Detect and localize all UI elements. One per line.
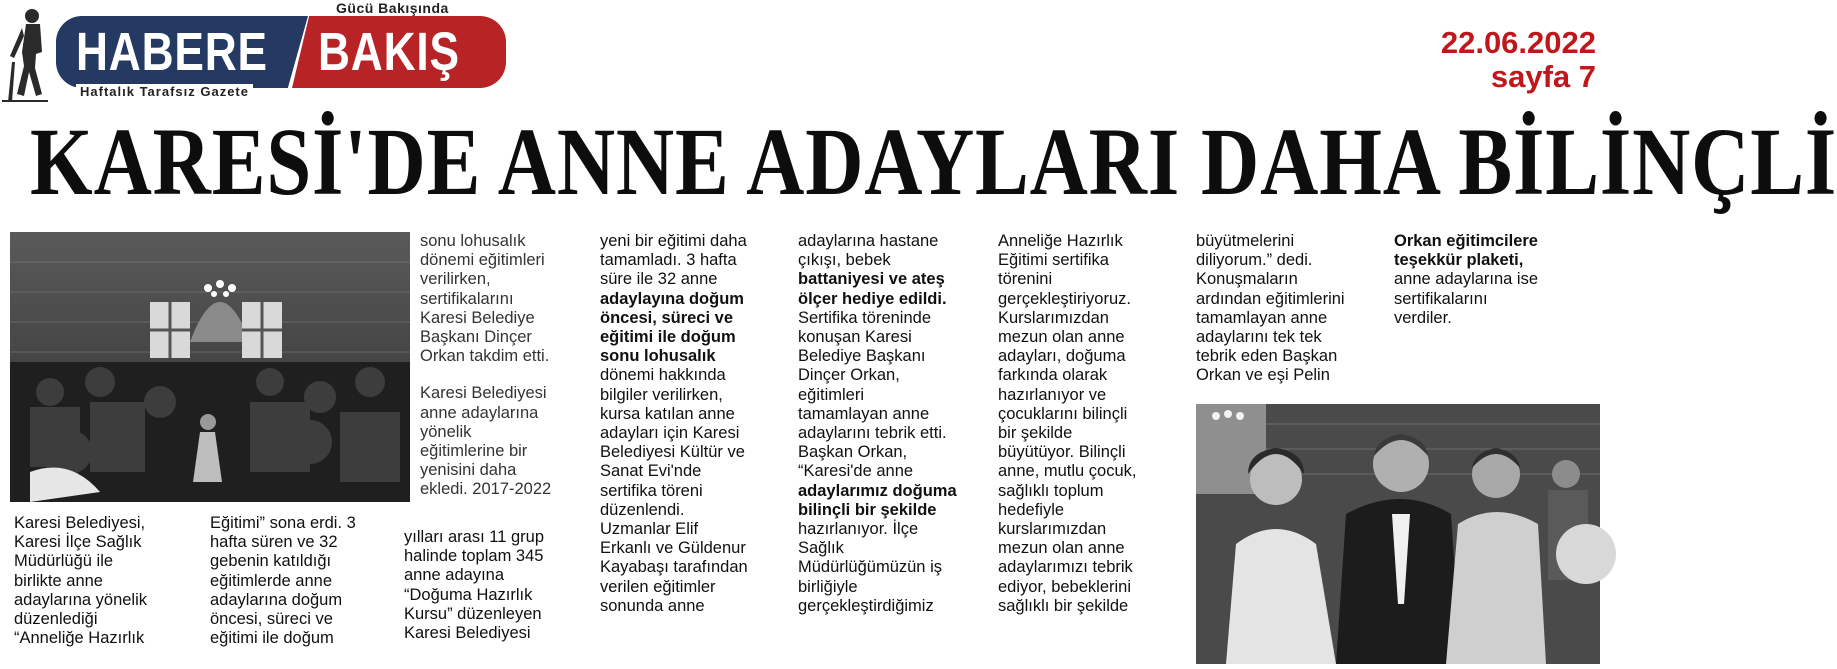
column-line: yılları arası 11 grup <box>404 528 545 546</box>
column-line: Kayabaşı tarafından <box>600 558 748 577</box>
column-line: düzenlendi. <box>600 500 685 519</box>
column-line: Belediyesi Kültür ve <box>600 443 745 462</box>
column-line: mezun olan anne <box>998 539 1125 558</box>
column-line: adaylarına yönelik <box>14 590 147 609</box>
column-line: adaylarımızı tebrik <box>998 558 1133 577</box>
column-line: hedefiyle <box>998 500 1065 519</box>
column-line: bir şekilde <box>998 424 1073 443</box>
newspaper-logo[interactable] <box>56 16 506 88</box>
column-line: hazırlanıyor ve <box>998 385 1107 404</box>
column-line: Müdürlüğü ile <box>14 552 114 571</box>
column-line: tamamlayan anne <box>798 404 930 423</box>
column-line: sertifikalarını <box>420 289 514 308</box>
column-line: ardından eğitimlerini <box>1196 289 1345 308</box>
column-line: anne, mutlu çocuk, <box>998 462 1137 481</box>
column-line: yeni bir eğitimi daha <box>600 232 747 250</box>
column-line: Orkan takdim etti. <box>420 347 550 366</box>
column-line: sonunda anne <box>600 596 705 615</box>
column-line: yenisini daha <box>420 461 517 480</box>
column-line: büyütmelerini <box>1196 232 1295 250</box>
column-line: Eğitimi sertifika <box>998 251 1109 270</box>
column-line: dönemi hakkında <box>600 366 726 385</box>
article-column-4 <box>600 232 790 616</box>
article-column-5 <box>798 232 992 616</box>
column-line: Dinçer Orkan, <box>798 366 900 385</box>
column-line: battaniyesi ve ateş <box>798 270 945 289</box>
column-line: Orkan eğitimcilere <box>1394 232 1538 250</box>
column-line: adaylarını tek tek <box>1196 328 1322 347</box>
column-line: dönemi eğitimleri <box>420 251 545 270</box>
column-line: ediyor, bebeklerini <box>998 577 1131 596</box>
column-line: Başkan Orkan, <box>798 443 908 462</box>
column-line: kurslarımızdan <box>998 520 1107 539</box>
column-line: eğitimi ile doğum <box>210 629 334 648</box>
column-line: Konuşmaların <box>1196 270 1298 289</box>
column-line: tamamladı. 3 hafta <box>600 251 737 270</box>
issue-date: 22.06.2022 <box>1440 25 1596 60</box>
masthead <box>0 0 520 106</box>
column-line: ekledi. 2017-2022 <box>420 480 552 499</box>
article-column-7 <box>1196 232 1386 386</box>
column-line: sertifika töreni <box>600 481 703 500</box>
column-line: eğitimlerine bir <box>420 442 528 461</box>
column-line: sonu lohusalık <box>600 347 716 366</box>
column-line: ölçer hediye edildi. <box>798 289 947 308</box>
article-column-3 <box>420 232 596 500</box>
column-line: düzenlediği <box>14 610 98 629</box>
column-line: adayları için Karesi <box>600 424 740 443</box>
column-line: “Doğuma Hazırlık <box>404 585 533 604</box>
column-line: Anneliğe Hazırlık <box>998 232 1123 250</box>
column-line: Müdürlüğümüzün iş <box>798 558 942 577</box>
column-line: Karesi Belediyesi, <box>14 514 146 532</box>
issue-info <box>1441 26 1596 94</box>
column-line: süre ile 32 anne <box>600 270 718 289</box>
column-line: eğitimlerde anne <box>210 571 332 590</box>
column-line: Orkan ve eşi Pelin <box>1196 366 1330 385</box>
soldier-mascot-icon <box>2 6 54 102</box>
column-line: tamamlayan anne <box>1196 308 1328 327</box>
column-line: farkında olarak <box>998 366 1108 385</box>
column-line: adayları, doğuma <box>998 347 1126 366</box>
column-line: anne adayına <box>404 566 505 585</box>
column-line: eğitimi ile doğum <box>600 328 736 347</box>
column-line: Karesi Belediyesi <box>404 624 531 643</box>
article-column-1 <box>14 514 200 648</box>
column-line: sonu lohusalık <box>420 232 526 250</box>
article-column-8 <box>1394 232 1596 328</box>
column-line: verilirken, <box>420 270 491 289</box>
column-line: konuşan Karesi <box>798 328 912 347</box>
masthead-subtitle: Haftalık Tarafsız Gazete <box>76 84 253 99</box>
guests-applauding-photo <box>1196 404 1600 664</box>
column-line: Erkanlı ve Güldenur <box>600 539 746 558</box>
column-line: tebrik eden Başkan <box>1196 347 1338 366</box>
column-line: hafta süren ve 32 <box>210 533 338 552</box>
column-line: öncesi, süreci ve <box>600 308 733 327</box>
column-line: adaylarımız doğuma <box>798 481 957 500</box>
column-line: “Anneliğe Hazırlık <box>14 629 145 648</box>
column-line: kursa katılan anne <box>600 404 735 423</box>
article-column-6 <box>998 232 1194 616</box>
logo-text-habere: HABERE <box>76 22 268 82</box>
column-line: Karesi Belediyesi <box>420 384 547 403</box>
logo-text-bakis: BAKIŞ <box>318 22 460 82</box>
column-line: Belediye Başkanı <box>798 347 926 366</box>
column-line: eğitimleri <box>798 385 865 404</box>
column-line: adaylayına doğum <box>600 289 744 308</box>
article-headline: KARESİ'DE ANNE ADAYLARI DAHA BİLİNÇLİ <box>30 108 1837 215</box>
column-line: Sertifika töreninde <box>798 308 931 327</box>
column-line: adaylarını tebrik etti. <box>798 424 947 443</box>
column-line: Kurslarımızdan <box>998 308 1109 327</box>
column-line: bilinçli bir şekilde <box>798 500 937 519</box>
column-line: sertifikalarını <box>1394 289 1488 308</box>
column-line: hazırlanıyor. İlçe <box>798 520 919 539</box>
column-line: sağlıklı bir şekilde <box>998 596 1129 615</box>
column-line: halinde toplam 345 <box>404 547 544 566</box>
column-line: Kursu” düzenleyen <box>404 604 542 623</box>
column-line: mezun olan anne <box>998 328 1125 347</box>
column-line: gerçekleştiriyoruz. <box>998 289 1131 308</box>
article-column-2 <box>210 514 406 648</box>
column-line: adaylarına hastane <box>798 232 939 250</box>
column-line: adaylarına doğum <box>210 590 343 609</box>
column-line: Sanat Evi'nde <box>600 462 702 481</box>
column-line: diliyorum.” dedi. <box>1196 251 1313 270</box>
column-line: çocuklarını bilinçli <box>998 404 1128 423</box>
column-line: Sağlık <box>798 539 844 558</box>
column-line: büyütüyor. Bilinçli <box>998 443 1126 462</box>
column-line: sağlıklı toplum <box>998 481 1104 500</box>
column-line: Başkanı Dinçer <box>420 328 532 347</box>
column-line: Karesi Belediye <box>420 308 535 327</box>
column-line: bilgiler verilirken, <box>600 385 723 404</box>
column-line: verdiler. <box>1394 308 1452 327</box>
column-line: yönelik <box>420 422 472 441</box>
page-number: sayfa 7 <box>1490 59 1596 94</box>
column-line: Eğitimi” sona erdi. 3 <box>210 514 356 532</box>
column-line: birlikte anne <box>14 571 103 590</box>
column-line: gebenin katıldığı <box>210 552 332 571</box>
column-line: birliğiyle <box>798 577 858 596</box>
masthead-slogan: Gücü Bakışında <box>332 0 453 16</box>
column-line: Karesi İlçe Sağlık <box>14 533 142 552</box>
column-line: törenini <box>998 270 1053 289</box>
column-line: anne adaylarına <box>420 403 539 422</box>
column-line: çıkışı, bebek <box>798 251 891 270</box>
column-line: gerçekleştirdiğimiz <box>798 596 934 615</box>
column-line: anne adaylarına ise <box>1394 270 1539 289</box>
article-column-3-continued <box>404 528 594 643</box>
column-line: öncesi, süreci ve <box>210 610 333 629</box>
column-line: verilen eğitimler <box>600 577 716 596</box>
column-line: Uzmanlar Elif <box>600 520 699 539</box>
column-line: “Karesi'de anne <box>798 462 914 481</box>
ceremony-hall-photo <box>10 232 410 502</box>
column-line: teşekkür plaketi, <box>1394 251 1524 270</box>
